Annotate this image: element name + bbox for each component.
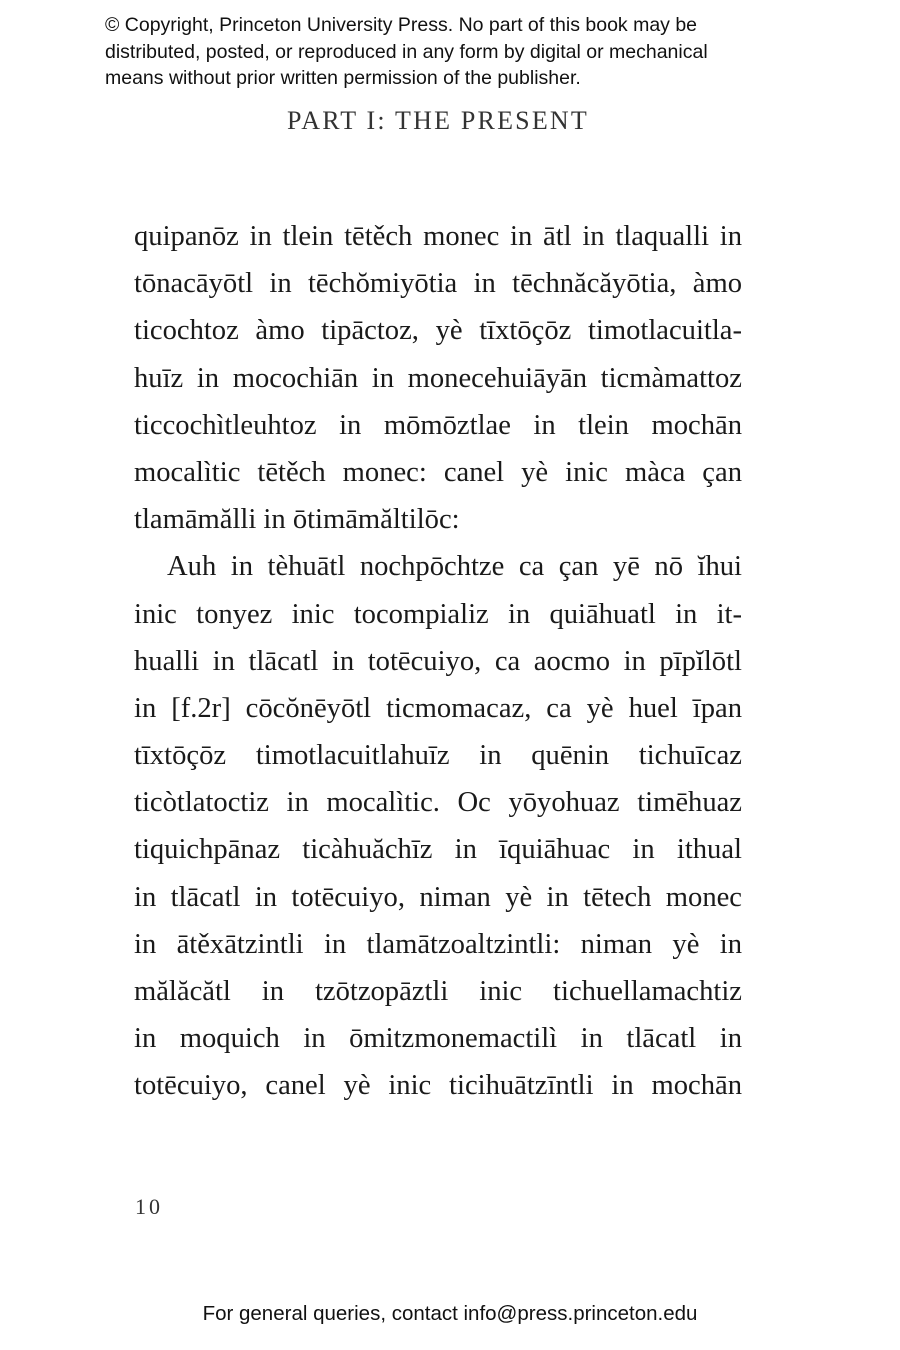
footer-contact: For general queries, contact info@press.princeton.edu (202, 1302, 698, 1325)
text-line: tīxtōçōz timotlacuitlahuīz in quēnin tichuīcaz (134, 740, 742, 772)
text-line: inic tonyez inic tocompializ in quiāhuatl in it- (134, 598, 742, 630)
text-line: huīz in mocochiān in monecehuiāyān ticmàmattoz (134, 362, 742, 394)
text-line: mălăcătl in tzōtzopāztli inic tichuellamachtiz (134, 976, 742, 1007)
text-line: totēcuiyo, canel yè inic ticihuātzīntli in mochān (134, 1070, 742, 1102)
text-line: in tlācatl in totēcuiyo, niman yè in tētech monec (134, 881, 742, 913)
copyright-notice (105, 12, 825, 92)
text-line: ticòtlatoctiz in mocalìtic. Oc yōyohuaz timēhuaz (134, 787, 742, 819)
text-line: in ātěxātzintli in tlamātzoaltzintli: niman yè in (134, 928, 742, 960)
text-line: in moquich in ōmitzmonemactilì in tlācatl in (134, 1023, 742, 1055)
text-line: ticochtoz àmo tipāctoz, yè tīxtōçōz timotlacuitla- (134, 315, 742, 347)
page-number: 10 (135, 1194, 163, 1219)
running-head: PART I: THE PRESENT (287, 106, 589, 135)
copyright-line: distributed, posted, or reproduced in any form by digital or mechanical (105, 40, 708, 63)
text-line: mocalìtic tētěch monec: canel yè inic màca çan (134, 456, 742, 488)
text-line: tiquichpānaz ticàhuăchīz in īquiāhuac in ithual (134, 834, 742, 866)
text-line: in [f.2r] cōcŏnēyōtl ticmomacaz, ca yè huel īpan (134, 692, 742, 724)
text-line: tlamāmălli in ōtimāmăltilōc: (134, 504, 460, 536)
text-line: quipanōz in tlein tētěch monec in ātl in tlaqualli in (134, 221, 742, 252)
copyright-line: means without prior written permission of the publisher. (105, 67, 581, 89)
text-line: Auh in tèhuātl nochpōchtze ca çan yē nō ĭhui (167, 551, 742, 583)
paragraph-2 (134, 543, 742, 1109)
text-line: tōnacāyōtl in tēchŏmiyōtia in tēchnăcăyōtia, àmo (134, 268, 742, 300)
text-line: ticcochìtleuhtoz in mōmōztlae in tlein mochān (134, 409, 742, 441)
copyright-line: © Copyright, Princeton University Press. No part of this book may be (105, 14, 698, 36)
paragraph-1 (134, 213, 742, 543)
text-line: hualli in tlācatl in totēcuiyo, ca aocmo in pīpĭlōtl (134, 645, 742, 677)
body-text (134, 213, 742, 1110)
